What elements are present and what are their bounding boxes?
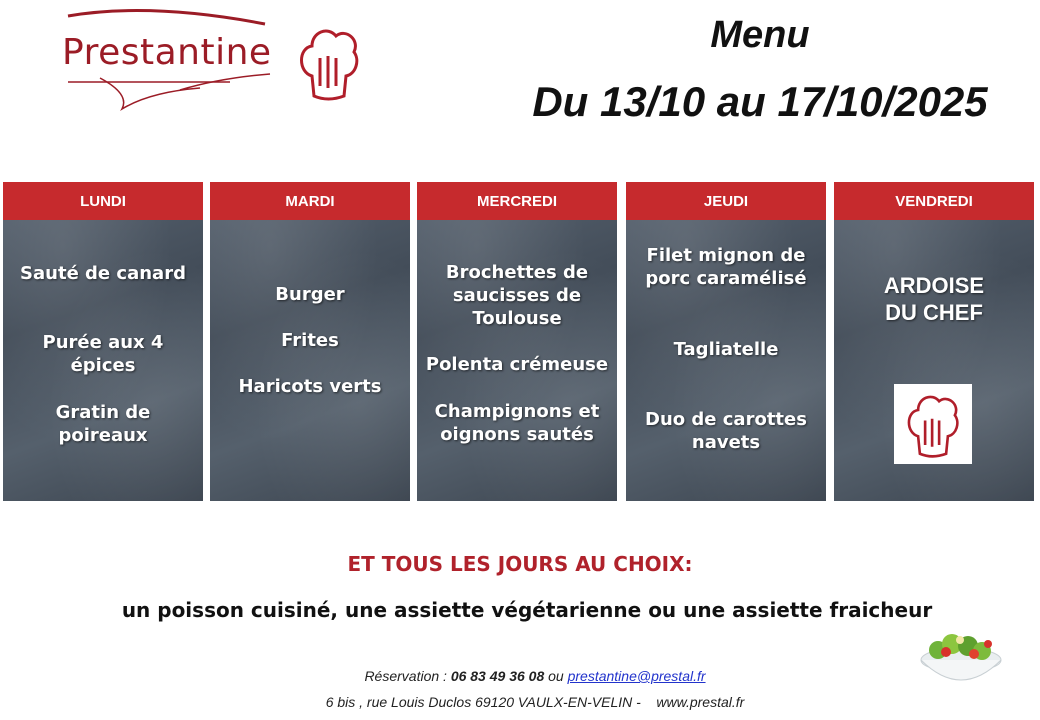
brand-logo — [60, 4, 370, 114]
chef-hat-badge — [894, 384, 972, 464]
address-line: 6 bis , rue Louis Duclos 69120 VAULX-EN-VELIN - www.prestal.fr — [325, 694, 745, 710]
day-card-mardi — [210, 182, 410, 501]
day-header: MARDI — [210, 182, 410, 220]
ardoise-du-chef: ARDOISE DU CHEF — [883, 273, 985, 325]
dish: Sauté de canard — [20, 263, 186, 284]
or-text: ou — [544, 668, 568, 684]
day-header: VENDREDI — [834, 182, 1034, 220]
chef-hat-icon — [298, 22, 360, 102]
day-card-mercredi — [417, 182, 617, 501]
email-link[interactable]: prestantine@prestal.fr — [567, 668, 706, 684]
dish: Brochettes de saucisses de Toulouse — [445, 262, 589, 329]
dish: Purée aux 4 épices — [42, 332, 164, 376]
menu-title: Menu — [710, 14, 810, 56]
dish: Filet mignon de porc caramélisé — [645, 245, 807, 289]
everyday-heading: ET TOUS LES JOURS AU CHOIX: — [347, 552, 693, 576]
day-header: MERCREDI — [417, 182, 617, 220]
dish: Polenta crémeuse — [425, 354, 609, 375]
day-card-jeudi — [626, 182, 826, 501]
day-card-vendredi — [834, 182, 1034, 501]
chef-hat-icon — [902, 389, 964, 459]
phone-number: 06 83 49 36 08 — [450, 668, 545, 684]
reservation-line — [0, 668, 1040, 684]
dish: Frites — [281, 330, 339, 351]
brand-name: Prestantine — [62, 32, 272, 73]
dish: Haricots verts — [238, 376, 382, 397]
dish: Burger — [275, 284, 345, 305]
dish: Gratin de poireaux — [55, 402, 151, 446]
day-card-lundi — [3, 182, 203, 501]
reservation-label: Réservation : — [364, 668, 451, 684]
dish: Tagliatelle — [673, 339, 779, 360]
day-header: JEUDI — [626, 182, 826, 220]
dish: Duo de carottes navets — [645, 409, 807, 453]
day-header: LUNDI — [3, 182, 203, 220]
everyday-choices: un poisson cuisiné, une assiette végétarienne ou une assiette fraicheur — [121, 598, 933, 622]
menu-dates: Du 13/10 au 17/10/2025 — [532, 78, 988, 125]
salad-bowl-icon — [918, 620, 1004, 692]
dish: Champignons et oignons sautés — [434, 401, 600, 445]
